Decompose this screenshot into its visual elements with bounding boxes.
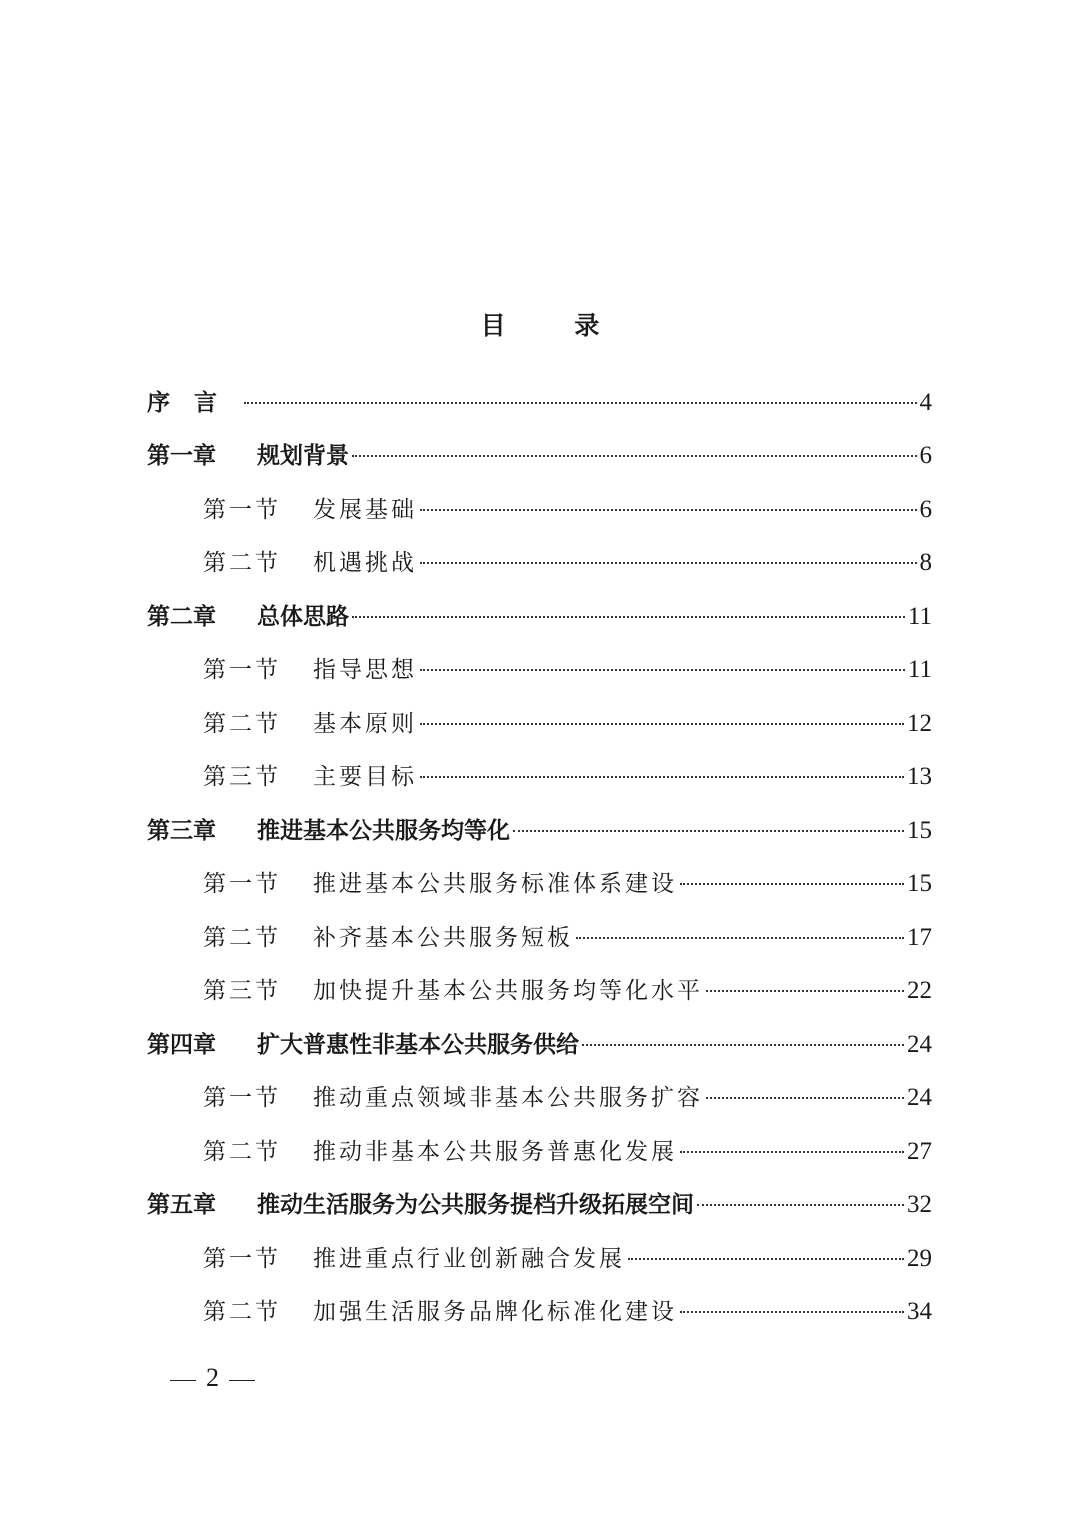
toc-entry-title: 基本原则 [313, 710, 417, 737]
toc-entry-page: 24 [907, 1084, 932, 1111]
toc-entry-section[interactable] [147, 1280, 932, 1334]
dot-leader [244, 402, 917, 404]
toc-entry-page: 27 [907, 1137, 932, 1165]
toc-entry-number: 第一节 [203, 871, 281, 897]
page-title: 目 录 [480, 311, 630, 340]
dot-leader [706, 1097, 904, 1099]
toc-entry-title: 加快提升基本公共服务均等化水平 [313, 978, 703, 1004]
toc-entry-page: 12 [907, 709, 932, 737]
toc-entry-title: 机遇挑战 [313, 550, 417, 576]
toc-entry-page: 8 [919, 549, 932, 576]
toc-entry-section[interactable] [147, 852, 932, 906]
toc-entry-page: 29 [907, 1244, 932, 1272]
toc-entry-chapter[interactable] [147, 798, 932, 852]
toc-entry-page: 4 [919, 388, 932, 416]
toc-entry-title: 主要目标 [313, 764, 417, 790]
toc-entry-page: 17 [907, 923, 932, 951]
page-number: 2 [206, 1363, 219, 1392]
toc-entry-section[interactable] [147, 959, 932, 1013]
toc-entry-section[interactable] [147, 905, 932, 959]
toc-entry-title: 推动非基本公共服务普惠化发展 [313, 1138, 677, 1165]
toc-entry-title: 补齐基本公共服务短板 [313, 924, 573, 951]
toc-entry-title: 加强生活服务品牌化标准化建设 [313, 1299, 677, 1325]
toc-entry-section[interactable] [147, 477, 932, 531]
toc-entry-number: 第三节 [203, 978, 281, 1004]
toc-entry-number: 第三节 [203, 764, 281, 790]
toc-entry-section[interactable] [147, 745, 932, 799]
toc-entry-number: 第五章 [147, 1192, 216, 1218]
dot-leader [420, 562, 917, 564]
toc-entry-page: 6 [919, 495, 932, 523]
toc-entry-page: 22 [907, 977, 932, 1004]
toc-entry-title: 推动重点领域非基本公共服务扩容 [313, 1085, 703, 1111]
toc-entry-preface[interactable] [147, 370, 932, 424]
dot-leader [680, 1151, 904, 1153]
toc-entry-title: 指导思想 [313, 657, 417, 683]
dot-leader [420, 723, 904, 725]
toc-entry-page: 34 [907, 1298, 932, 1325]
toc-entry-title: 推进基本公共服务均等化 [257, 817, 510, 844]
dot-leader [628, 1258, 904, 1260]
toc-entry-number: 第二节 [203, 1299, 281, 1325]
page-number-footer [160, 1362, 265, 1394]
toc-entry-chapter[interactable] [147, 584, 932, 638]
dot-leader [420, 509, 917, 511]
toc-entry-title: 推进重点行业创新融合发展 [313, 1245, 625, 1272]
toc-entry-page: 11 [907, 602, 932, 630]
dot-leader [680, 1311, 904, 1313]
toc-entry-title: 总体思路 [257, 603, 349, 630]
dash-right [229, 1380, 255, 1381]
toc-entry-number: 第一节 [203, 657, 281, 683]
dot-leader [352, 455, 917, 457]
toc-entry-section[interactable] [147, 638, 932, 692]
toc-entry-page: 24 [907, 1030, 932, 1058]
dot-leader [680, 883, 904, 885]
toc-entry-chapter[interactable] [147, 1012, 932, 1066]
toc-entry-number: 第三章 [147, 817, 216, 844]
toc-entry-section[interactable] [147, 1226, 932, 1280]
toc-entry-number: 序言 [147, 389, 241, 416]
toc-entry-number: 第二节 [203, 710, 281, 737]
dot-leader [706, 990, 904, 992]
toc-entry-section[interactable] [147, 531, 932, 585]
toc-entry-number: 第一节 [203, 1085, 281, 1111]
toc-entry-title: 扩大普惠性非基本公共服务供给 [257, 1031, 579, 1058]
toc-entry-page: 15 [907, 816, 932, 844]
dot-leader [420, 776, 904, 778]
toc-entry-chapter[interactable] [147, 1173, 932, 1227]
toc-entry-number: 第一节 [203, 496, 281, 523]
toc-entry-title: 推进基本公共服务标准体系建设 [313, 871, 677, 897]
toc-entry-title: 规划背景 [257, 443, 349, 469]
toc-entry-section[interactable] [147, 1119, 932, 1173]
toc-entry-page: 32 [907, 1191, 932, 1218]
toc-entry-number: 第二节 [203, 1138, 281, 1165]
table-of-contents [147, 370, 932, 1333]
toc-entry-page: 11 [907, 656, 932, 683]
dot-leader [513, 830, 904, 832]
toc-entry-title: 发展基础 [313, 496, 417, 523]
toc-entry-number: 第二节 [203, 550, 281, 576]
dot-leader [697, 1204, 904, 1206]
toc-entry-title: 推动生活服务为公共服务提档升级拓展空间 [257, 1192, 694, 1218]
dot-leader [576, 937, 904, 939]
toc-entry-chapter[interactable] [147, 424, 932, 478]
toc-entry-number: 第四章 [147, 1031, 216, 1058]
toc-entry-page: 6 [919, 442, 932, 469]
toc-entry-number: 第二章 [147, 603, 216, 630]
toc-entry-page: 15 [907, 870, 932, 897]
dot-leader [420, 669, 905, 671]
dot-leader [582, 1044, 904, 1046]
dash-left [170, 1380, 196, 1381]
dot-leader [352, 616, 905, 618]
toc-entry-number: 第一章 [147, 443, 216, 469]
toc-entry-page: 13 [907, 763, 932, 790]
toc-entry-section[interactable] [147, 1066, 932, 1120]
toc-entry-number: 第一节 [203, 1245, 281, 1272]
toc-entry-section[interactable] [147, 691, 932, 745]
toc-entry-number: 第二节 [203, 924, 281, 951]
